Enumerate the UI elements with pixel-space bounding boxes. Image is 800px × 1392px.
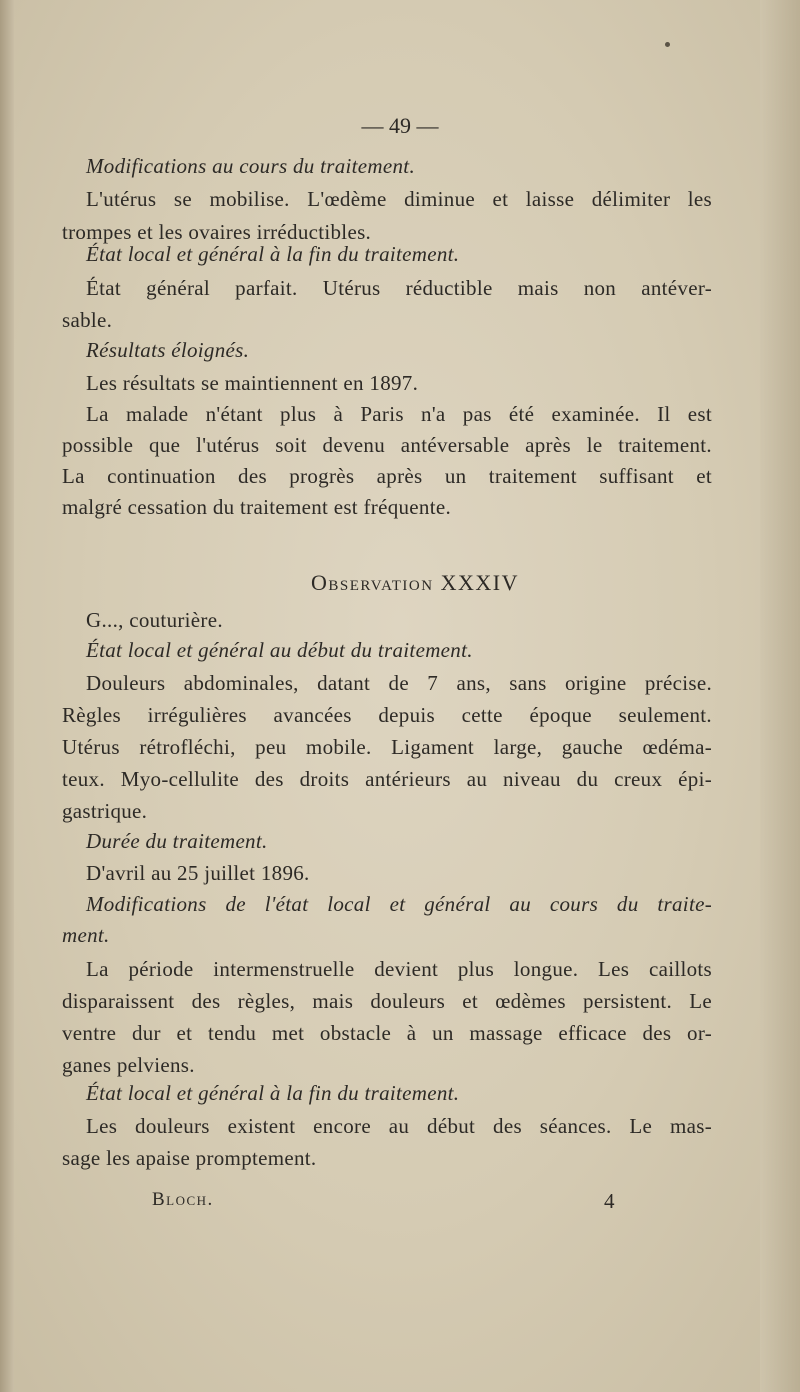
heading-modifications: Modifications au cours du traitement. [86,154,415,178]
footer-signature-mark: 4 [604,1189,615,1213]
paragraph-line: Règles irrégulières avancées depuis cette époque seulement. [62,703,712,727]
heading-etat-fin-obs: État local et général à la fin du traitement. [86,1081,460,1105]
duree-line: D'avril au 25 juillet 1896. [86,861,310,885]
heading-modifications-line: Modifications de l'état local et général au cours du traite- [86,892,712,916]
heading-duree: Durée du traitement. [86,829,268,853]
paragraph-line: malgré cessation du traitement est fréquente. [62,495,452,519]
paragraph-line: État général parfait. Utérus réductible mais non antéver- [86,276,712,300]
heading-modifications-line: ment. [62,923,110,947]
heading-etat-fin: État local et général à la fin du traitement. [86,242,460,266]
paragraph-line: ganes pelviens. [62,1053,195,1077]
paragraph-line: Utérus rétrofléchi, peu mobile. Ligament large, gauche œdéma- [62,735,712,759]
patient-line: G..., couturière. [86,608,223,632]
page-edge-shadow-left [0,0,14,1392]
observation-title: Observation XXXIV [311,570,519,595]
paragraph-line: gastrique. [62,799,148,823]
paragraph-line: L'utérus se mobilise. L'œdème diminue et laisse délimiter les [86,187,712,211]
page-number: — 49 — [361,113,439,138]
paragraph-line: La continuation des progrès après un traitement suffisant et [62,464,712,488]
paragraph-line: Les résultats se maintiennent en 1897. [86,371,419,395]
paragraph-line: Douleurs abdominales, datant de 7 ans, sans origine précise. [86,671,712,695]
footer-author: Bloch. [152,1189,214,1210]
paragraph-line: possible que l'utérus soit devenu antéversable après le traitement. [62,433,712,457]
heading-resultats: Résultats éloignés. [86,338,250,362]
paragraph-line: sable. [62,308,113,332]
page-edge-shadow-right [760,0,800,1392]
heading-etat-debut: État local et général au début du traitement. [86,638,473,662]
ink-speck [665,42,670,47]
paragraph-line: teux. Myo-cellulite des droits antérieurs au niveau du creux épi- [62,767,712,791]
paragraph-line: La période intermenstruelle devient plus longue. Les caillots [86,957,712,981]
paragraph-line: ventre dur et tendu met obstacle à un massage efficace des or- [62,1021,712,1045]
paragraph-line: trompes et les ovaires irréductibles. [62,220,372,244]
paragraph-line: sage les apaise promptement. [62,1146,317,1170]
paragraph-line: Les douleurs existent encore au début des séances. Le mas- [86,1114,712,1138]
paragraph-line: disparaissent des règles, mais douleurs et œdèmes persistent. Le [62,989,712,1013]
paragraph-line: La malade n'étant plus à Paris n'a pas été examinée. Il est [86,402,712,426]
